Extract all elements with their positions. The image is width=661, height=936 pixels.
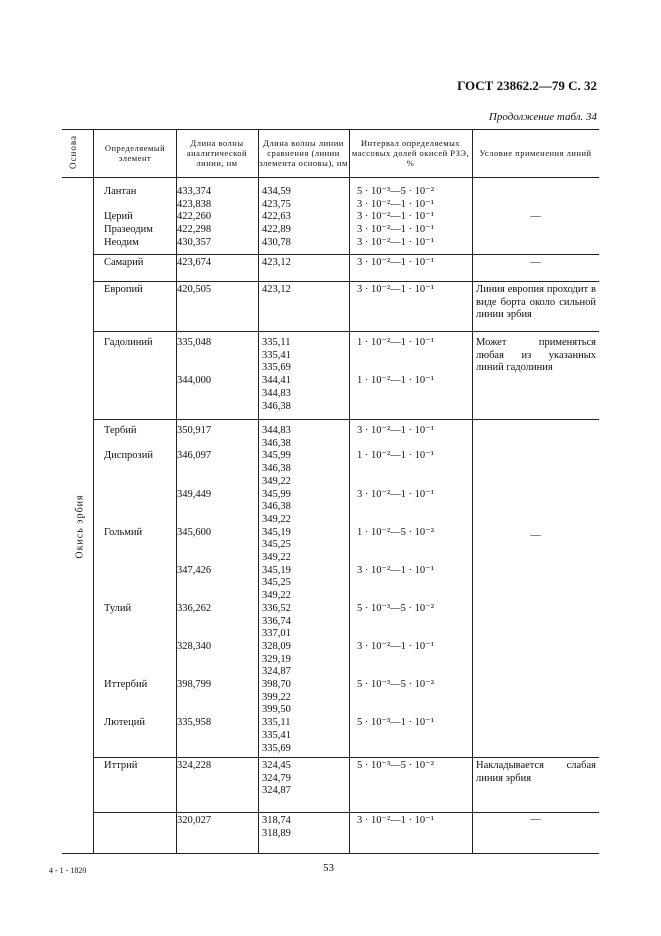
column-header-interval: Интервал определяемых массовых долей окисей РЗЭ, % xyxy=(351,138,470,168)
analytic-wavelength: 398,799 xyxy=(177,679,212,690)
comparison-wavelength: 344,83 xyxy=(262,387,291,399)
comparison-wavelength: 349,22 xyxy=(262,475,291,487)
interval-value: 1 · 10⁻²—1 · 10⁻¹ xyxy=(357,450,434,462)
comparison-wavelength: 345,25 xyxy=(262,539,291,551)
comparison-wavelength: 329,19 xyxy=(262,653,291,665)
comparison-wavelength: 349,22 xyxy=(262,513,291,525)
interval-value: 3 · 10⁻²—1 · 10⁻¹ xyxy=(357,211,434,223)
base-label: Окись эрбия xyxy=(74,494,86,559)
table-subtitle: Продолжение табл. 34 xyxy=(488,111,597,123)
analytic-wavelength: 420,505 xyxy=(177,284,212,295)
interval-value: 1 · 10⁻²—5 · 10⁻² xyxy=(357,526,434,538)
comparison-wavelength: 349,22 xyxy=(262,552,291,563)
comparison-wavelength: 324,87 xyxy=(262,785,291,797)
comparison-wavelength: 345,25 xyxy=(262,577,291,589)
analytic-wavelength: 347,426 xyxy=(177,564,212,576)
analytic-wavelength: 320,027 xyxy=(177,815,212,826)
page-header: ГОСТ 23862.2—79 С. 32 xyxy=(457,78,597,93)
comparison-wavelength: 345,19 xyxy=(262,526,291,538)
comparison-wavelength: 422,63 xyxy=(262,211,291,223)
interval-value: 1 · 10⁻²—1 · 10⁻¹ xyxy=(357,337,434,348)
comparison-wavelength: 345,99 xyxy=(262,450,291,462)
analytic-wavelength: 328,340 xyxy=(177,640,212,652)
interval-value: 5 · 10⁻³—1 · 10⁻¹ xyxy=(357,717,434,729)
comparison-wavelength: 434,59 xyxy=(262,186,291,197)
comparison-wavelength: 335,41 xyxy=(262,729,291,741)
comparison-wavelength: 345,19 xyxy=(262,564,291,576)
condition-text: — xyxy=(530,814,541,825)
column-header-base: Основа xyxy=(67,135,78,169)
footer-code: 4 - 1 - 1820 xyxy=(49,866,87,875)
analytic-wavelength: 346,097 xyxy=(177,450,212,462)
comparison-wavelength: 399,22 xyxy=(262,691,291,703)
comparison-wavelength: 346,38 xyxy=(262,501,291,513)
element-name: Тербий xyxy=(104,425,137,436)
comparison-wavelength: 335,11 xyxy=(262,337,291,348)
comparison-wavelength: 336,74 xyxy=(262,615,291,627)
comparison-wavelength: 346,38 xyxy=(262,437,291,449)
comparison-wavelength: 346,38 xyxy=(262,400,291,412)
comparison-wavelength: 328,09 xyxy=(262,640,291,652)
analytic-wavelength: 345,600 xyxy=(177,526,212,538)
comparison-wavelength: 335,69 xyxy=(262,362,291,374)
analytic-wavelength: 344,000 xyxy=(177,375,212,387)
page-number: 53 xyxy=(323,862,334,874)
comparison-wavelength: 430,78 xyxy=(262,236,291,248)
comparison-wavelength: 346,38 xyxy=(262,463,291,475)
comparison-wavelength: 399,50 xyxy=(262,704,291,716)
comparison-wavelength: 422,89 xyxy=(262,224,291,236)
analytic-wavelength: 423,838 xyxy=(177,198,212,210)
condition-text: Накладывается слабая линия эрбия xyxy=(476,760,596,784)
element-name: Европий xyxy=(104,284,143,295)
comparison-wavelength: 423,12 xyxy=(262,284,291,295)
interval-value: 3 · 10⁻²—1 · 10⁻¹ xyxy=(357,198,434,210)
element-name: Самарий xyxy=(104,257,144,268)
element-name: Церий xyxy=(104,211,133,223)
comparison-wavelength: 324,79 xyxy=(262,772,291,784)
interval-value: 3 · 10⁻²—1 · 10⁻¹ xyxy=(357,257,434,268)
interval-value: 3 · 10⁻²—1 · 10⁻¹ xyxy=(357,224,434,236)
comparison-wavelength: 345,99 xyxy=(262,488,291,500)
element-name: Иттербий xyxy=(104,679,148,690)
interval-value: 5 · 10⁻³—5 · 10⁻² xyxy=(357,679,434,690)
analytic-wavelength: 430,357 xyxy=(177,236,212,248)
analytic-wavelength: 335,958 xyxy=(177,717,212,729)
element-name: Неодим xyxy=(104,236,139,248)
comparison-wavelength: 335,69 xyxy=(262,742,291,754)
analytic-wavelength: 324,228 xyxy=(177,760,212,771)
comparison-wavelength: 423,75 xyxy=(262,198,291,210)
column-header-condition: Условие применения линий xyxy=(479,148,592,158)
interval-value: 3 · 10⁻²—1 · 10⁻¹ xyxy=(357,564,434,576)
element-name: Гольмий xyxy=(104,526,143,538)
comparison-wavelength: 344,41 xyxy=(262,375,291,387)
element-name: Празеодим xyxy=(104,224,153,236)
analytic-wavelength: 433,374 xyxy=(177,186,212,197)
interval-value: 1 · 10⁻²—1 · 10⁻¹ xyxy=(357,375,434,387)
comparison-wavelength: 324,87 xyxy=(262,666,291,678)
element-name: Лютеций xyxy=(104,717,145,729)
condition-text: — xyxy=(530,257,541,268)
condition-text: Линия европия проходит в виде борта около сильной линии эрбия xyxy=(476,284,596,321)
comparison-wavelength: 318,89 xyxy=(262,827,291,839)
comparison-wavelength: 337,01 xyxy=(262,628,291,640)
interval-value: 3 · 10⁻²—1 · 10⁻¹ xyxy=(357,815,434,826)
data-table xyxy=(62,129,599,854)
interval-value: 5 · 10⁻³—5 · 10⁻² xyxy=(357,760,434,771)
analytic-wavelength: 422,260 xyxy=(177,211,212,223)
comparison-wavelength: 349,22 xyxy=(262,590,291,602)
analytic-wavelength: 336,262 xyxy=(177,602,212,614)
interval-value: 3 · 10⁻²—1 · 10⁻¹ xyxy=(357,425,434,436)
element-name: Гадолиний xyxy=(104,337,153,348)
comparison-wavelength: 423,12 xyxy=(262,257,291,268)
interval-value: 3 · 10⁻²—1 · 10⁻¹ xyxy=(357,488,434,500)
analytic-wavelength: 335,048 xyxy=(177,337,212,348)
condition-text: — xyxy=(530,211,541,222)
interval-value: 5 · 10⁻³—5 · 10⁻² xyxy=(357,602,434,614)
interval-value: 3 · 10⁻²—1 · 10⁻¹ xyxy=(357,284,434,295)
interval-value: 3 · 10⁻²—1 · 10⁻¹ xyxy=(357,640,434,652)
column-header-element: Определяемый элемент xyxy=(104,143,166,163)
comparison-wavelength: 344,83 xyxy=(262,425,291,436)
analytic-wavelength: 349,449 xyxy=(177,488,212,500)
comparison-wavelength: 335,11 xyxy=(262,717,291,729)
element-name: Тулий xyxy=(104,602,132,614)
element-name: Иттрий xyxy=(104,760,138,771)
analytic-wavelength: 422,298 xyxy=(177,224,212,236)
analytic-wavelength: 423,674 xyxy=(177,257,212,268)
comparison-wavelength: 335,41 xyxy=(262,349,291,361)
condition-text: Может применяться любая из указанных линий гадолиния xyxy=(476,337,596,374)
element-name: Лантан xyxy=(104,186,137,197)
element-name: Диспрозий xyxy=(104,450,153,462)
column-header-comparison-wavelength: Длина волны линии сравнения (линии элемента основы), нм xyxy=(259,138,348,168)
comparison-wavelength: 398,70 xyxy=(262,679,291,690)
comparison-wavelength: 318,74 xyxy=(262,815,291,826)
comparison-wavelength: 324,45 xyxy=(262,760,291,771)
comparison-wavelength: 336,52 xyxy=(262,602,291,614)
interval-value: 3 · 10⁻²—1 · 10⁻¹ xyxy=(357,236,434,248)
analytic-wavelength: 350,917 xyxy=(177,425,212,436)
condition-text: — xyxy=(530,530,541,541)
column-header-analytic-wavelength: Длина волны аналитической линии, нм xyxy=(186,138,248,168)
interval-value: 5 · 10⁻³—5 · 10⁻² xyxy=(357,186,434,197)
